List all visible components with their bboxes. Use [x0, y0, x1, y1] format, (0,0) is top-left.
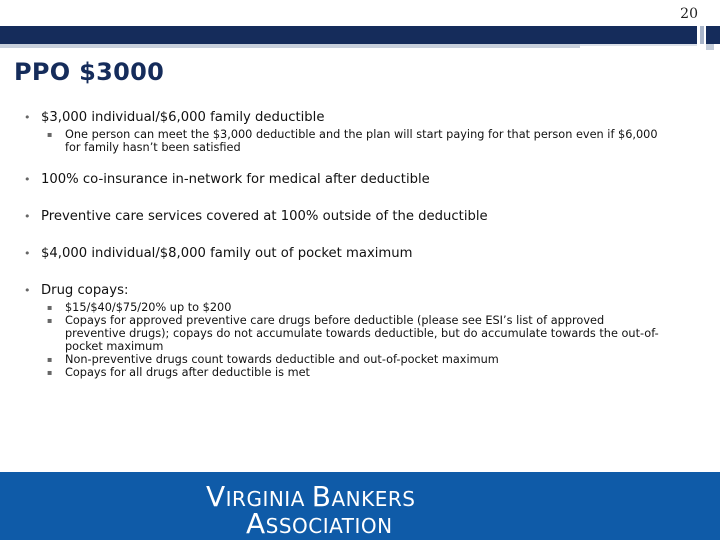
header-accent-tick: [706, 44, 714, 50]
logo-line-2: [246, 507, 393, 540]
footer-banner: [0, 472, 720, 540]
page-number: 20: [680, 6, 698, 22]
slide-title: PPO $3000: [14, 58, 165, 86]
bullet-list: [24, 110, 664, 379]
sub-bullet-deductible: ▪ One person can meet the $3,000 deductible and the plan will start paying for that person even if $6,000 for family hasn’t been satisfied: [41, 128, 664, 154]
sub-bullet-drug-after-deductible: ▪ Copays for all drugs after deductible is met: [41, 366, 664, 379]
bullet-preventive: • Preventive care services covered at 100% outside of the deductible: [24, 209, 664, 225]
sub-bullet-drug-non-preventive: ▪ Non-preventive drugs count towards deductible and out-of-pocket maximum: [41, 353, 664, 366]
logo-letter-v: V: [206, 480, 226, 513]
bullet-deductible-text: $3,000 individual/$6,000 family deductible: [41, 110, 325, 125]
bullet-out-of-pocket: • $4,000 individual/$8,000 family out of pocket maximum: [24, 246, 664, 262]
bullet-deductible: [24, 110, 664, 154]
logo-letter-a: A: [246, 507, 266, 540]
virginia-bankers-association-logo: [0, 472, 720, 540]
header-accent-line: [700, 26, 704, 44]
bullet-coinsurance: • 100% co-insurance in-network for medical after deductible: [24, 172, 664, 188]
sub-bullet-drug-preventive: ▪ Copays for approved preventive care drugs before deductible (please see ESI’s list of approved preventive drugs); copays do not accumulate towards deductible, but do accumulate towards the out-of-pocket maximum: [41, 314, 664, 353]
header-accent-block: [706, 26, 720, 44]
sub-bullet-list-deductible: [41, 128, 664, 154]
header-underline: [0, 44, 580, 48]
logo-word-ssociation: SSOCIATION: [265, 514, 393, 538]
logo-word-ankers: ANKERS: [331, 487, 416, 511]
bullet-drug-copays-text: Drug copays:: [41, 283, 129, 298]
header-underline-thin: [580, 44, 697, 46]
sub-bullet-list-drug: [41, 301, 664, 379]
logo-letter-b: B: [311, 480, 332, 513]
logo-word-irginia: IRGINIA: [225, 487, 312, 511]
bullet-drug-copays: [24, 283, 664, 379]
sub-bullet-drug-tiers: ▪ $15/$40/$75/20% up to $200: [41, 301, 664, 314]
header-bar: [0, 26, 697, 44]
